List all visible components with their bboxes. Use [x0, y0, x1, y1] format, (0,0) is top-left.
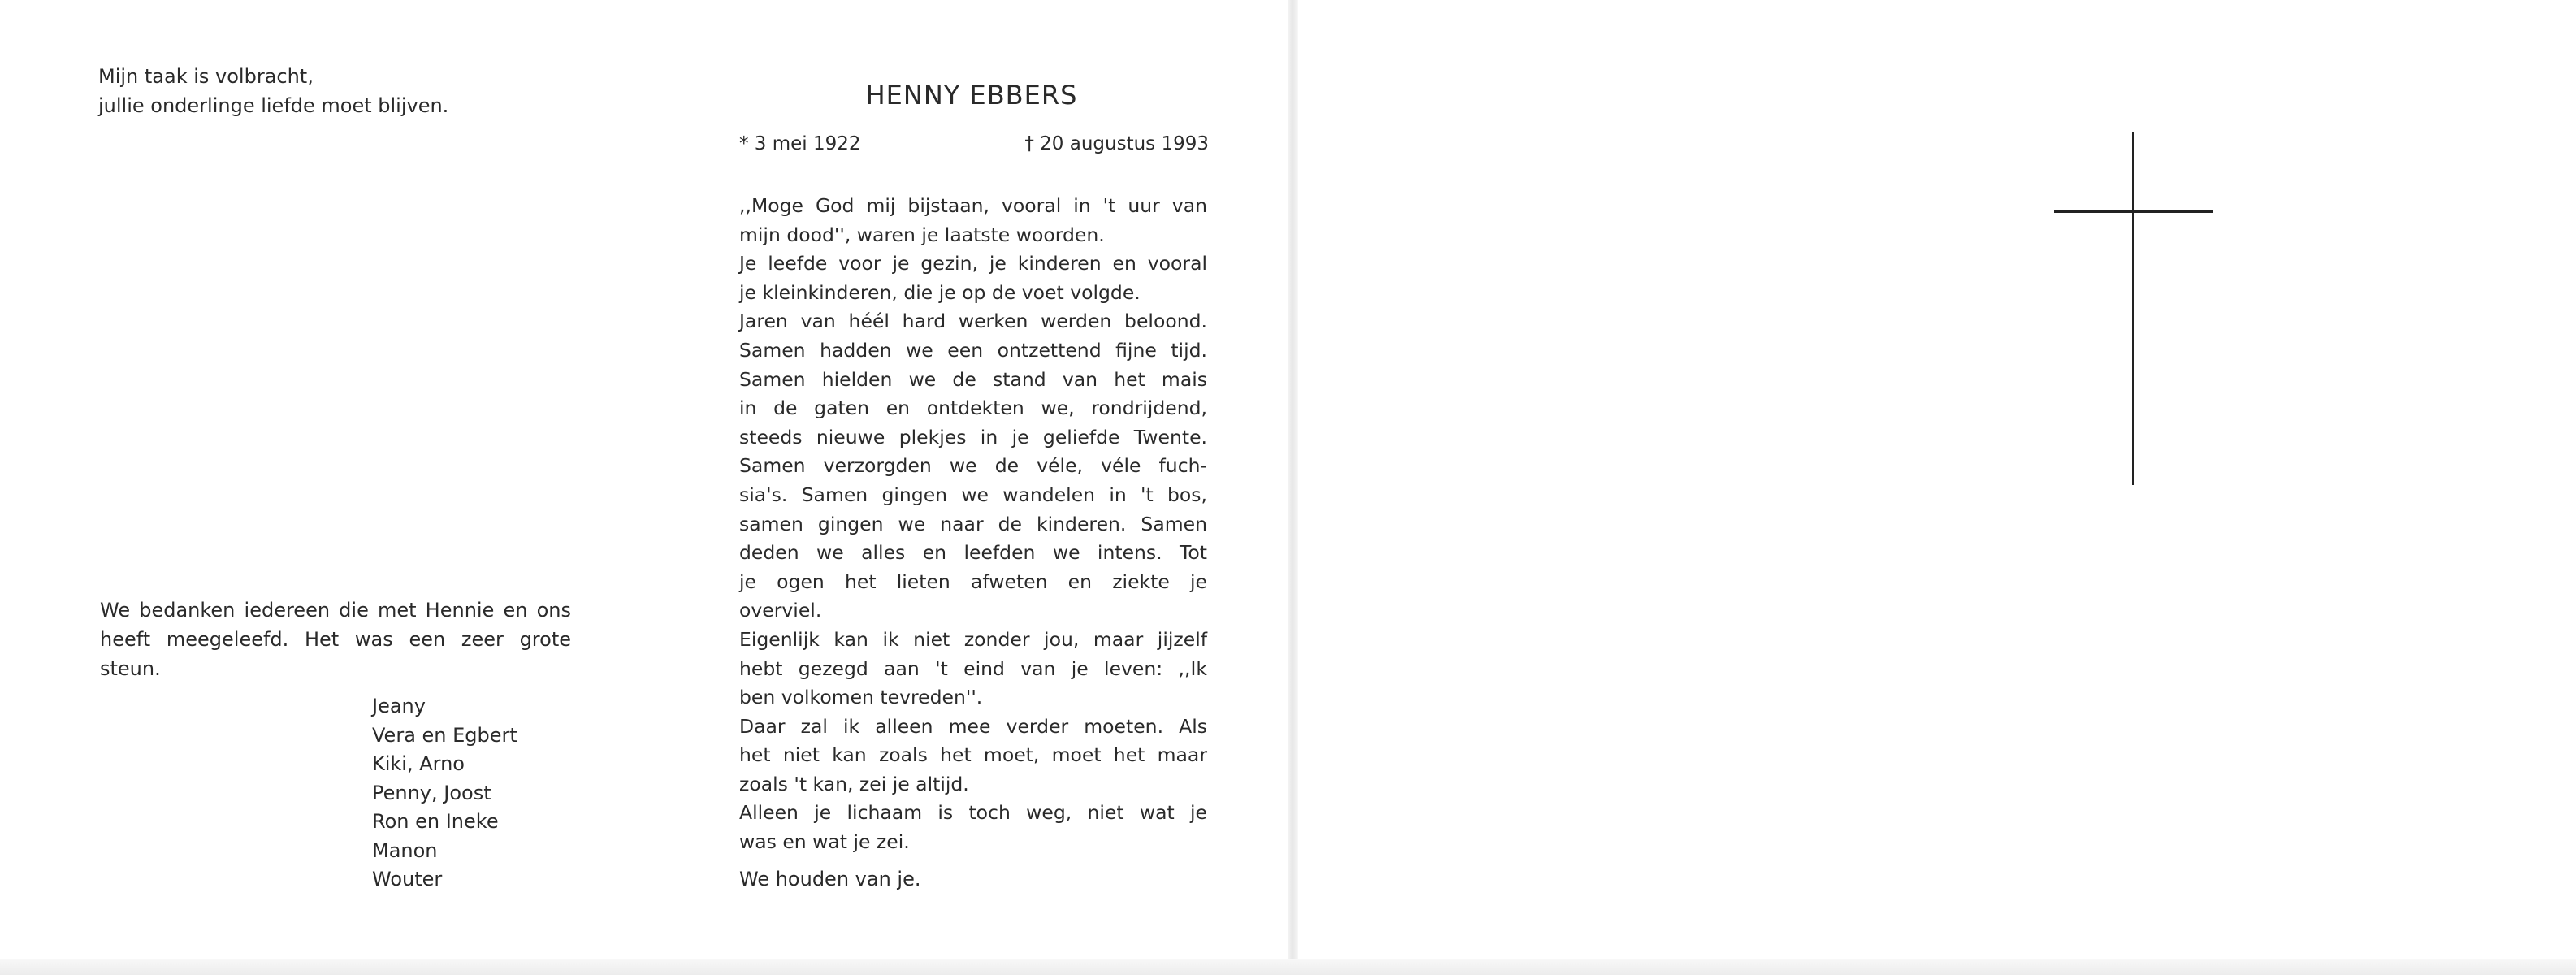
memorial-text-line: Samen verzorgden we de véle, véle fuch- — [739, 454, 1207, 478]
memorial-text-line: ,,Moge God mij bijstaan, vooral in 't uur van — [739, 194, 1207, 217]
thanks-line: We bedanken iedereen die met Hennie en ons — [100, 599, 571, 622]
memorial-text-line: het niet kan zoals het moet, moet het maar — [739, 743, 1207, 767]
memorial-text-line: steeds nieuwe plekjes in je geliefde Twente. — [739, 425, 1207, 448]
signature-name: Manon — [372, 838, 438, 862]
card-bottom-edge — [0, 959, 2576, 975]
memorial-text-line: overviel. — [739, 599, 822, 622]
signature-name: Wouter — [372, 868, 443, 890]
latin-cross-icon — [2132, 132, 2134, 485]
motto-line: Mijn taak is volbracht, — [98, 65, 314, 88]
memorial-text-line: Eigenlijk kan ik niet zonder jou, maar jijzelf — [739, 627, 1207, 651]
memorial-text-line: in de gaten en ontdekten we, rondrijdend, — [739, 396, 1207, 420]
memorial-text-line: zoals 't kan, zei je altijd. — [739, 772, 969, 795]
birth-date: * 3 mei 1922 — [739, 133, 861, 154]
memorial-text-line: samen gingen we naar de kinderen. Samen — [739, 512, 1207, 535]
memorial-text-line: sia's. Samen gingen we wandelen in 't bos, — [739, 483, 1207, 506]
memorial-text-line: je kleinkinderen, die je op de voet volgde. — [739, 280, 1141, 304]
memorial-text — [739, 192, 1207, 857]
signature-name: Vera en Egbert — [372, 723, 517, 747]
card-front-panel — [1298, 0, 2576, 959]
thanks-line: steun. — [100, 657, 161, 680]
signature-name: Jeany — [372, 695, 426, 717]
memorial-text-line: Samen hadden we een ontzettend fijne tijd. — [739, 338, 1207, 362]
memorial-text-line: deden we alles en leefden we intens. Tot — [739, 541, 1207, 565]
thanks-line: heeft meegeleefd. Het was een zeer grote — [100, 628, 571, 651]
closing-line: We houden van je. — [739, 868, 921, 890]
death-date: † 20 augustus 1993 — [1024, 133, 1209, 154]
signature-name: Kiki, Arno — [372, 752, 465, 775]
memorial-text-line: Daar zal ik alleen mee verder moeten. Als — [739, 714, 1207, 738]
motto — [98, 62, 448, 120]
memorial-text-line: Alleen je lichaam is toch weg, niet wat je — [739, 801, 1207, 825]
motto-line: jullie onderlinge liefde moet blijven. — [98, 94, 449, 117]
memorial-text-line: Jaren van héél hard werken werden beloond. — [739, 310, 1207, 333]
thanks-paragraph — [100, 596, 571, 683]
deceased-name: HENNY EBBERS — [865, 80, 1078, 110]
family-signatures — [372, 692, 517, 895]
memorial-text-line: ben volkomen tevreden''. — [739, 686, 983, 709]
signature-name: Ron en Ineke — [372, 810, 499, 833]
signature-name: Penny, Joost — [372, 781, 491, 804]
memorial-text-line: was en wat je zei. — [739, 830, 910, 854]
memorial-text-line: je ogen het lieten afweten en ziekte je — [739, 570, 1207, 593]
latin-cross-icon-crossbar — [2054, 210, 2213, 213]
card-fold — [1288, 0, 1298, 975]
memorial-text-line: Je leefde voor je gezin, je kinderen en vooral — [739, 252, 1207, 275]
memorial-text-line: hebt gezegd aan 't eind van je leven: ,,Ik — [739, 656, 1207, 680]
memorial-text-line: Samen hielden we de stand van het mais — [739, 367, 1207, 391]
life-dates — [739, 133, 1209, 154]
memorial-text-line: mijn dood'', waren je laatste woorden. — [739, 223, 1105, 246]
